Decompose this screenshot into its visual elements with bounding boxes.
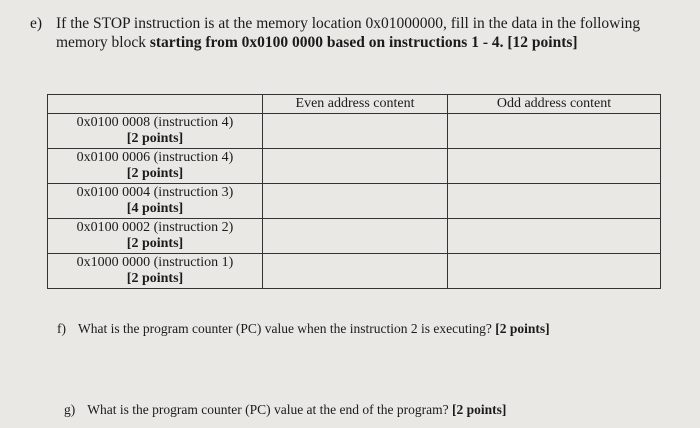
points-label: [2 points] <box>126 271 184 286</box>
memory-block-table <box>47 94 661 289</box>
table-row <box>48 254 661 289</box>
address-cell <box>48 219 263 254</box>
question-g-text: What is the program counter (PC) value at the end of the program? <box>87 402 449 417</box>
header-blank <box>48 95 263 114</box>
odd-content-cell[interactable] <box>448 114 661 149</box>
even-content-cell[interactable] <box>263 114 448 149</box>
question-e-text-bold: starting from 0x0100 0000 based on instructions 1 - 4. [12 points] <box>149 34 578 51</box>
question-g <box>64 402 506 418</box>
address-cell <box>48 114 263 149</box>
even-content-cell[interactable] <box>263 184 448 219</box>
address-cell <box>48 149 263 184</box>
question-e <box>30 14 670 52</box>
table-row <box>48 149 661 184</box>
question-f-text: What is the program counter (PC) value when the instruction 2 is executing? <box>78 321 492 336</box>
address-label: 0x0100 0004 (instruction 3) <box>76 185 234 200</box>
table-row <box>48 184 661 219</box>
question-e-letter: e) <box>30 15 43 32</box>
address-cell <box>48 254 263 289</box>
question-e-text <box>56 14 670 52</box>
question-e-text-regular: If the STOP instruction is at the memory location 0x01000000, fill in the data in the following memory block <box>56 15 641 51</box>
points-label: [2 points] <box>126 236 184 251</box>
header-odd-address: Odd address content <box>448 95 661 114</box>
question-g-points: [2 points] <box>452 402 507 417</box>
odd-content-cell[interactable] <box>448 219 661 254</box>
even-content-cell[interactable] <box>263 149 448 184</box>
odd-content-cell[interactable] <box>448 254 661 289</box>
address-label: 0x0100 0008 (instruction 4) <box>76 115 234 130</box>
table-row <box>48 114 661 149</box>
points-label: [2 points] <box>126 131 184 146</box>
question-f-letter: f) <box>57 321 66 336</box>
question-f <box>57 321 550 337</box>
address-cell <box>48 184 263 219</box>
table-row <box>48 219 661 254</box>
odd-content-cell[interactable] <box>448 184 661 219</box>
address-label: 0x0100 0006 (instruction 4) <box>76 150 234 165</box>
address-label: 0x1000 0000 (instruction 1) <box>76 255 234 270</box>
address-label: 0x0100 0002 (instruction 2) <box>76 220 234 235</box>
odd-content-cell[interactable] <box>448 149 661 184</box>
question-g-letter: g) <box>64 402 76 417</box>
header-even-address: Even address content <box>263 95 448 114</box>
even-content-cell[interactable] <box>263 254 448 289</box>
points-label: [4 points] <box>126 201 184 216</box>
table-header-row <box>48 95 661 114</box>
question-f-points: [2 points] <box>495 321 550 336</box>
points-label: [2 points] <box>126 166 184 181</box>
even-content-cell[interactable] <box>263 219 448 254</box>
